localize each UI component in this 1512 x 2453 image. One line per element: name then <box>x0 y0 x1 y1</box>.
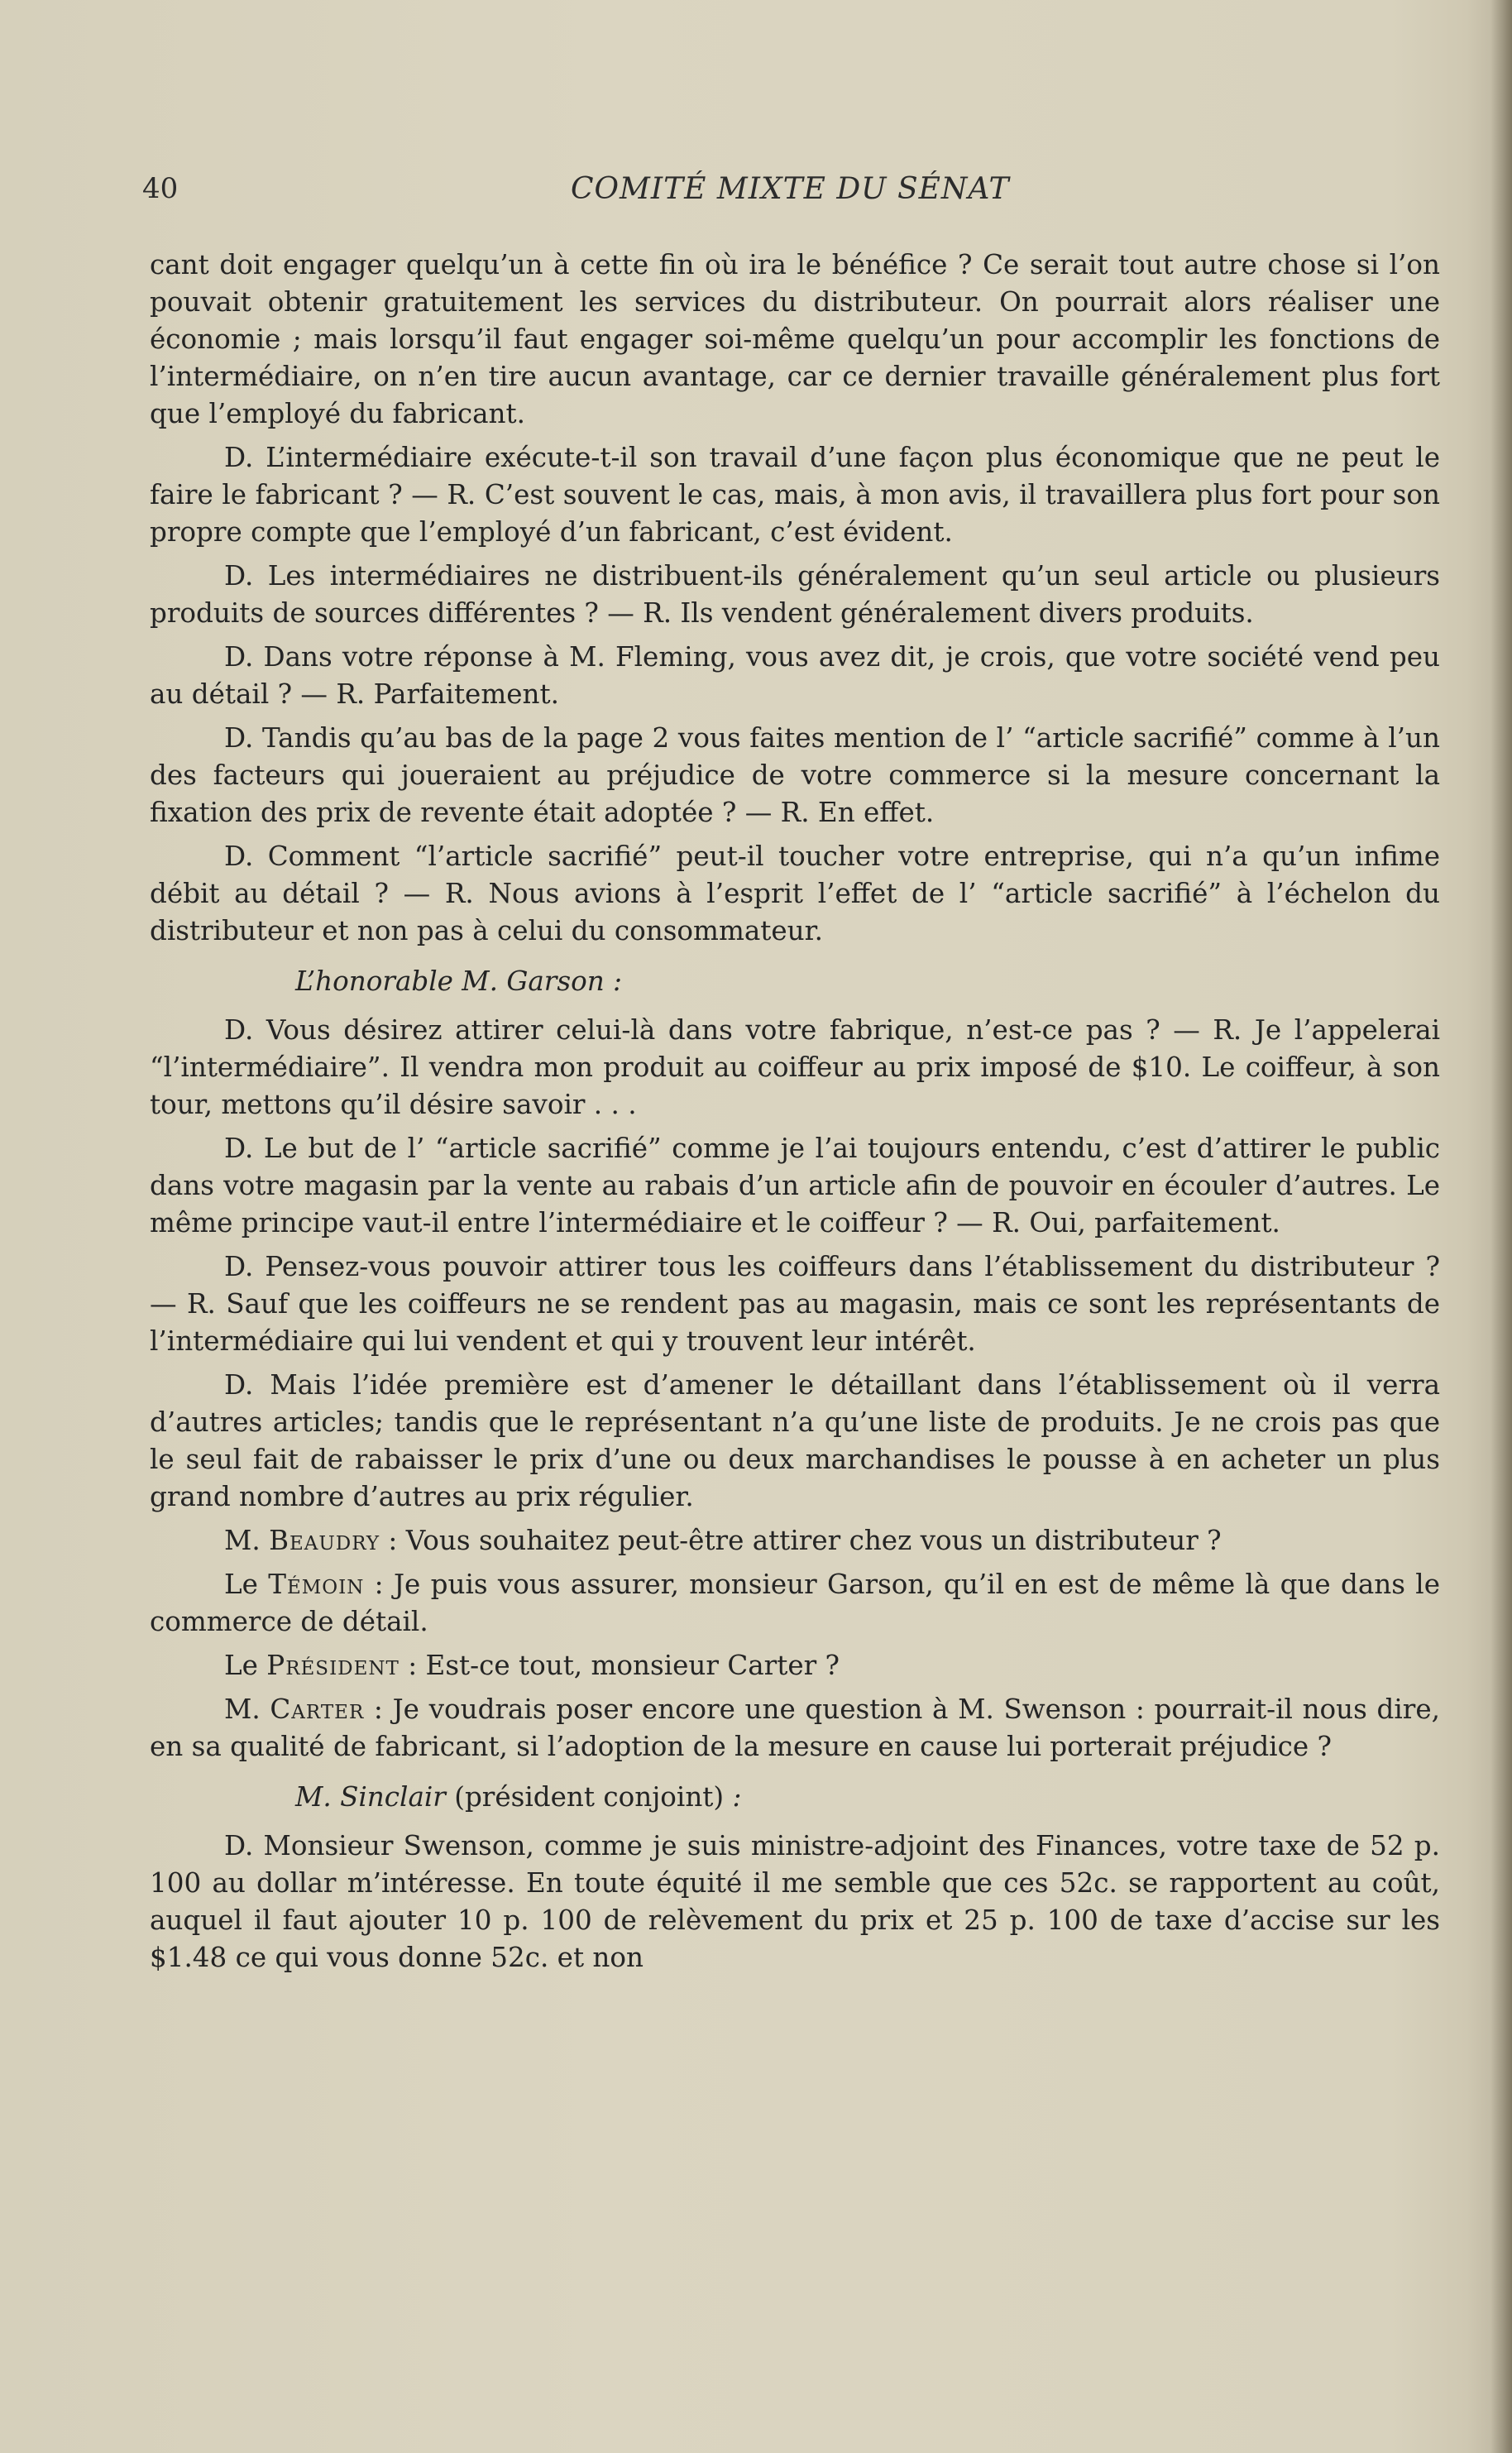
paragraph: D. Pensez-vous pouvoir attirer tous les coiffeurs dans l’établissement du distributeur ? — R. Sauf que les coiffeurs ne se rendent pas au magasin, mais ce sont les représentants de l’intermédiaire qui lui vendent et qui y trouvent leur intérêt. <box>150 1251 1440 1357</box>
speech <box>150 1566 1440 1641</box>
speech-text: Je voudrais poser encore une question à M. Swenson : pourrait-il nous dire, en sa qualité de fabricant, si l’adoption de la mesure en cause lui porterait préjudice ? <box>150 1694 1441 1762</box>
body-text <box>150 247 1440 1983</box>
paragraph: D. Tandis qu’au bas de la page 2 vous faites mention de l’ “article sacrifié” comme à l’un des facteurs qui joueraient au préjudice de votre commerce si la mesure concernant la fixation des prix de revente était adoptée ? — R. En effet. <box>150 722 1440 828</box>
speaker-prefix: Le <box>224 1650 258 1681</box>
speaker-name: Beaudry <box>269 1525 380 1556</box>
speaker-prefix: Le <box>224 1569 258 1600</box>
paragraph: D. Vous désirez attirer celui-là dans votre fabrique, n’est-ce pas ? — R. Je l’appelerai “l’intermédiaire”. Il vendra mon produit au coiffeur au prix imposé de $10. Le coiffeur, à son tour, mettons qu’il désire savoir . . . <box>150 1014 1440 1120</box>
paragraph: D. Mais l’idée première est d’amener le détaillant dans l’établissement où il verra d’autres articles; tandis que le représentant n’a qu’une liste de produits. Je ne crois pas que le seul fait de rabaisser le prix d’une ou deux marchandises le pousse à en acheter un plus grand nombre d’autres au prix régulier. <box>150 1369 1440 1512</box>
page-edge-shadow <box>1490 0 1512 2453</box>
speaker-heading <box>150 1779 1440 1816</box>
paragraph: D. Le but de l’ “article sacrifié” comme je l’ai toujours entendu, c’est d’attirer le public dans votre magasin par la vente au rabais d’un article afin de pouvoir en écouler d’autres. Le même principe vaut-il entre l’intermédiaire et le coiffeur ? — R. Oui, parfaitement. <box>150 1133 1440 1238</box>
speech-text: Vous souhaitez peut-être attirer chez vous un distributeur ? <box>405 1525 1222 1556</box>
speaker-sep: : <box>399 1650 426 1681</box>
page-header <box>141 172 1439 213</box>
paragraph: D. L’intermédiaire exécute-t-il son travail d’une façon plus économique que ne peut le faire le fabricant ? — R. C’est souvent le cas, mais, à mon avis, il travaillera plus fort pour son propre compte que l’employé d’un fabricant, c’est évident. <box>150 442 1440 548</box>
speaker-sep: : <box>380 1525 406 1556</box>
speech <box>150 1691 1440 1765</box>
speech <box>150 1522 1440 1559</box>
speaker-name: Témoin <box>268 1569 365 1600</box>
speaker-heading-name: M. Sinclair <box>295 1781 446 1813</box>
running-head: COMITÉ MIXTE DU SÉNAT <box>571 172 1010 206</box>
speaker-prefix: M. <box>224 1525 261 1556</box>
speaker-heading-colon: : <box>724 1781 742 1813</box>
speaker-sep: : <box>364 1569 394 1600</box>
speaker-heading: L’honorable M. Garson : <box>295 965 623 997</box>
paragraph: D. Monsieur Swenson, comme je suis ministre-adjoint des Finances, votre taxe de 52 p. 100 au dollar m’intéresse. En toute équité il me semble que ces 52c. se rapportent au coût, auquel il faut ajouter 10 p. 100 de relèvement du prix et 25 p. 100 de taxe d’accise sur les $1.48 ce qui vous donne 52c. et non <box>150 1830 1440 1973</box>
paragraph: cant doit engager quelqu’un à cette fin où ira le bénéfice ? Ce serait tout autre chose si l’on pouvait obtenir gratuitement les services du distributeur. On pourrait alors réaliser une économie ; mais lorsqu’il faut engager soi-même quelqu’un pour accomplir les fonctions de l’intermédiaire, on n’en tire aucun avantage, car ce dernier travaille généralement plus fort que l’employé du fabricant. <box>150 249 1440 429</box>
speaker-heading-role: (président conjoint) <box>454 1781 725 1813</box>
page-number: 40 <box>142 172 179 205</box>
paragraph: D. Les intermédiaires ne distribuent-ils généralement qu’un seul article ou plusieurs produits de sources différentes ? — R. Ils vendent généralement divers produits. <box>150 560 1440 629</box>
paragraph: D. Dans votre réponse à M. Fleming, vous avez dit, je crois, que votre société vend peu au détail ? — R. Parfaitement. <box>150 641 1440 710</box>
speaker-name: Président <box>266 1650 400 1681</box>
paragraph: D. Comment “l’article sacrifié” peut-il toucher votre entreprise, qui n’a qu’un infime débit au détail ? — R. Nous avions à l’esprit l’effet de l’ “article sacrifié” à l’échelon du distributeur et non pas à celui du consommateur. <box>150 841 1440 946</box>
speech-text: Est-ce tout, monsieur Carter ? <box>425 1650 840 1681</box>
speaker-sep: : <box>364 1694 393 1725</box>
speaker-name: Carter <box>270 1694 365 1725</box>
speech <box>150 1647 1440 1684</box>
speaker-prefix: M. <box>224 1694 261 1725</box>
speech-text: Je puis vous assurer, monsieur Garson, qu’il en est de même là que dans le commerce de détail. <box>150 1569 1440 1637</box>
